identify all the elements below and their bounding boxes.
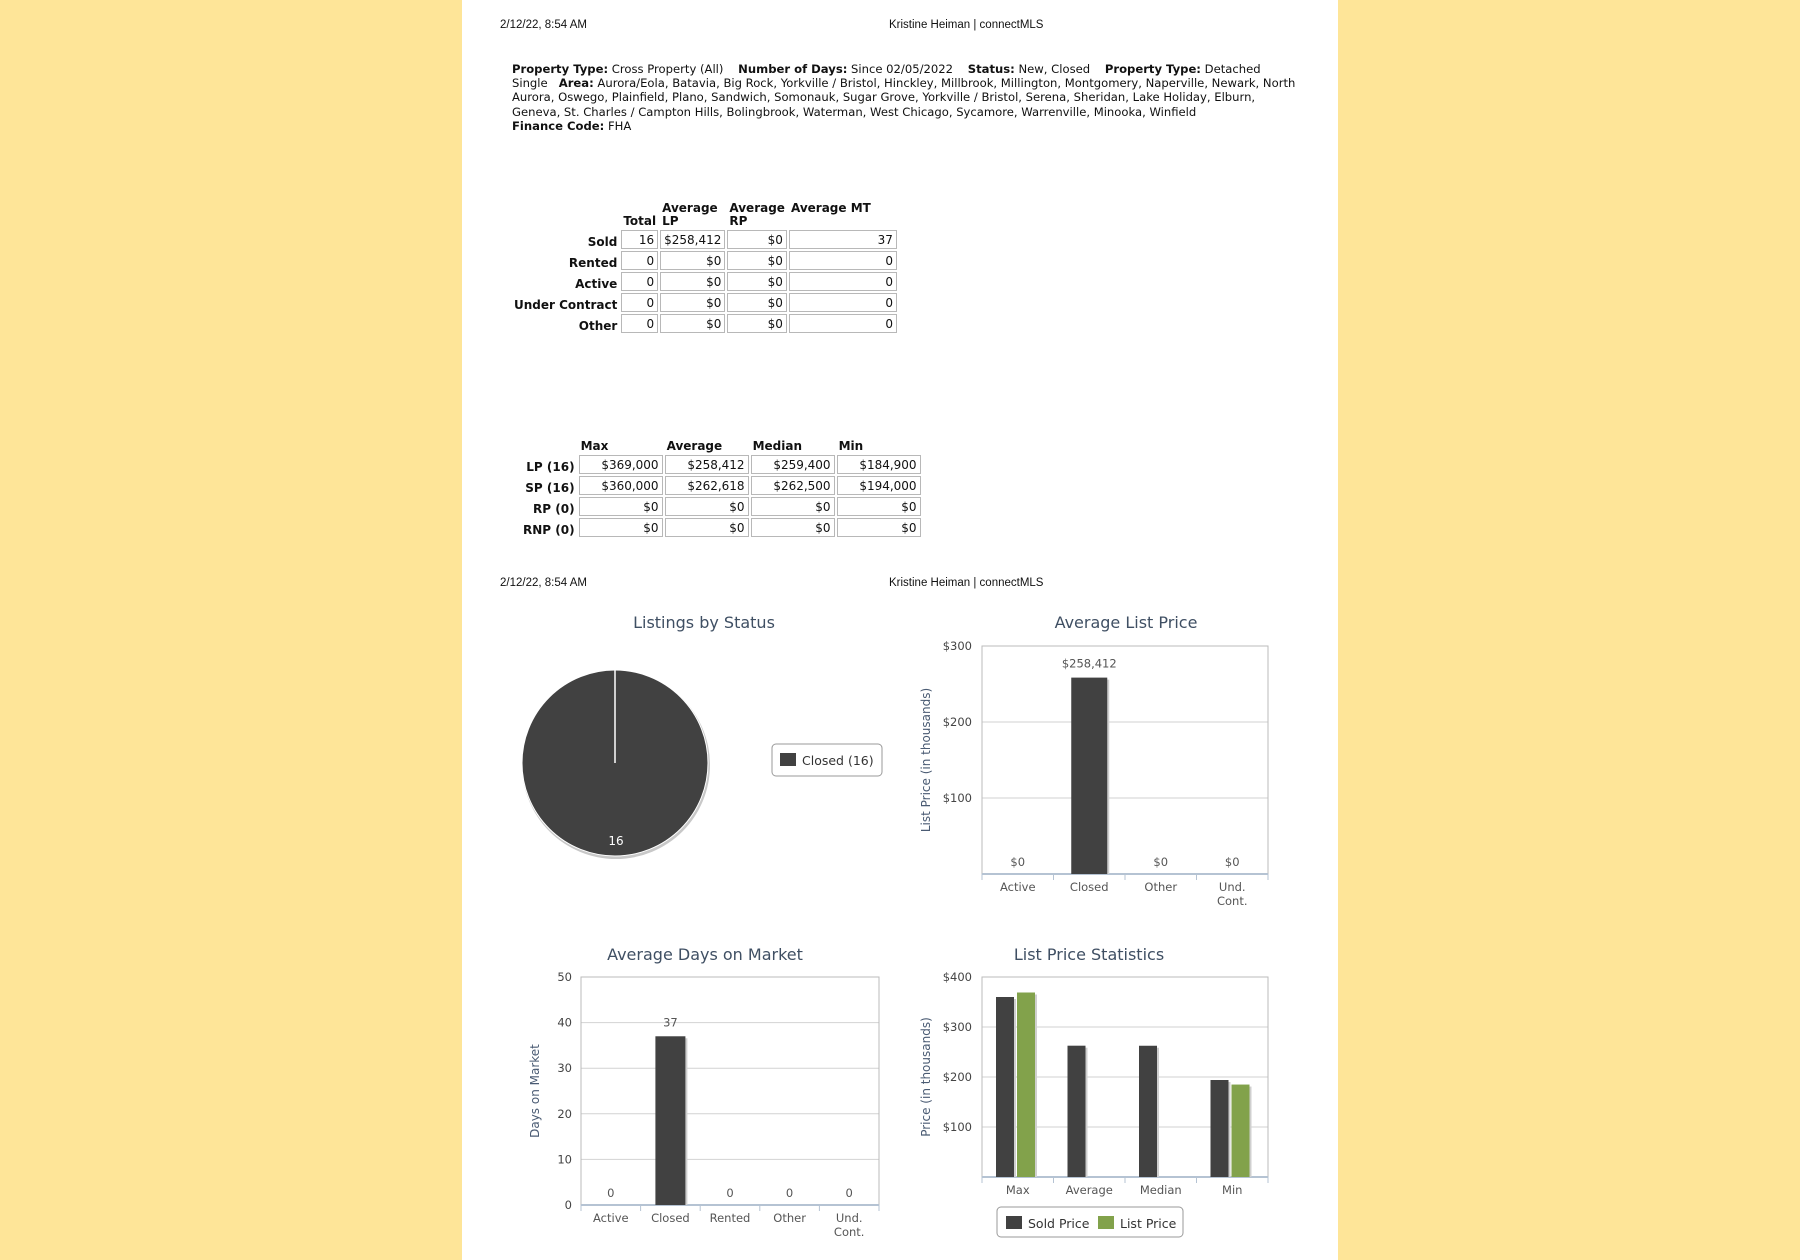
- print-title: Kristine Heiman | connectMLS: [889, 19, 1044, 31]
- print-date: 2/12/22, 8:54 AM: [500, 19, 587, 31]
- price-summary-table: [519, 438, 923, 539]
- row-label: Sold: [587, 235, 618, 249]
- data-label: $0: [1010, 855, 1026, 869]
- column-header: Max: [580, 439, 609, 453]
- table-cell: $258,412: [660, 230, 725, 249]
- table-cell: 0: [789, 314, 897, 333]
- bar: [1139, 1046, 1157, 1177]
- table-cell: $0: [579, 497, 663, 516]
- table-cell: $259,400: [751, 455, 835, 474]
- table-cell: $0: [665, 518, 749, 537]
- data-label: $258,412: [1061, 656, 1117, 671]
- criteria-label: Status:: [967, 62, 1015, 76]
- criteria-value: New, Closed: [1018, 62, 1091, 76]
- criteria-label: Property Type:: [512, 62, 609, 76]
- data-label: 0: [785, 1186, 794, 1200]
- table-cell: $262,500: [751, 476, 835, 495]
- x-tick-label: Closed: [1069, 880, 1109, 894]
- table-cell: $0: [727, 293, 787, 312]
- y-tick-label: $300: [942, 639, 972, 653]
- table-cell: 0: [621, 314, 658, 333]
- legend-swatch: [1006, 1216, 1022, 1229]
- data-label: 37: [663, 1015, 678, 1030]
- criteria-value: Since 02/05/2022: [851, 62, 953, 76]
- table-cell: $0: [665, 497, 749, 516]
- x-tick-label: Rented: [709, 1211, 751, 1225]
- x-tick-label: Closed: [651, 1211, 690, 1225]
- y-tick-label: $400: [942, 970, 972, 984]
- column-header: Median: [752, 439, 803, 453]
- table-cell: $0: [727, 251, 787, 270]
- y-tick-label: 10: [557, 1152, 572, 1167]
- table-cell: 37: [789, 230, 897, 249]
- bar: [1017, 993, 1035, 1178]
- criteria-label: Finance Code:: [512, 118, 605, 133]
- table-cell: $0: [660, 293, 725, 312]
- x-tick-label: Max: [1005, 1183, 1030, 1197]
- table-cell: $262,618: [665, 476, 749, 495]
- y-tick-label: $100: [942, 1120, 972, 1134]
- y-tick-label: $300: [942, 1020, 972, 1034]
- table-row: [512, 251, 897, 270]
- y-tick-label: 40: [557, 1015, 572, 1030]
- legend-swatch: [780, 753, 796, 766]
- table-cell: $0: [837, 518, 921, 537]
- criteria-value: Detached Single: [512, 62, 1261, 91]
- y-tick-label: 50: [557, 970, 572, 984]
- row-label: RNP (0): [523, 523, 575, 537]
- y-tick-label: $200: [942, 715, 972, 729]
- table-cell: $0: [660, 314, 725, 333]
- column-header: Total: [623, 214, 657, 228]
- data-label: 0: [845, 1186, 853, 1200]
- bar: [1071, 678, 1107, 874]
- data-label: 0: [726, 1186, 734, 1200]
- criteria-value: FHA: [607, 118, 632, 133]
- table-cell: $184,900: [837, 455, 921, 474]
- table-cell: $360,000: [579, 476, 663, 495]
- x-tick-label: Cont.: [1216, 894, 1248, 908]
- data-label: 0: [607, 1186, 615, 1200]
- criteria-value: Aurora/Eola, Batavia, Big Rock, Yorkville / Bristol, Hinckley, Millbrook, Millington, Montgomery, Naperville, Newark, North Aurora, Oswego, Plainfield, Plano, Sandwich, Somonauk, Sugar Grove, Yorkville / Bristol, Serena, Sheridan, Lake Holiday, Elburn, Geneva, St. Charles / Campton Hills, Bolingbrook, Waterman, West Chicago, Sycamore, Warrenville, Minooka, Winfield: [512, 76, 1296, 119]
- table-cell: $369,000: [579, 455, 663, 474]
- table-cell: $0: [660, 251, 725, 270]
- legend-label: Sold Price: [1028, 1216, 1090, 1231]
- table-row: [512, 272, 897, 291]
- table-cell: 16: [621, 230, 658, 249]
- y-tick-label: 20: [557, 1106, 572, 1121]
- y-axis-label: Days on Market: [528, 1044, 542, 1138]
- column-header: Min: [838, 439, 864, 453]
- x-tick-label: Average: [1065, 1183, 1113, 1197]
- criteria-label: Property Type:: [1104, 62, 1201, 76]
- y-tick-label: 30: [557, 1061, 572, 1076]
- row-label: LP (16): [526, 460, 575, 474]
- data-label: $0: [1153, 855, 1169, 869]
- x-tick-label: Other: [1144, 880, 1178, 894]
- bar: [1211, 1080, 1229, 1177]
- y-tick-label: $200: [942, 1070, 972, 1084]
- row-label: Under Contract: [514, 298, 618, 312]
- x-tick-label: Other: [773, 1211, 806, 1225]
- print-date: 2/12/22, 8:54 AM: [500, 577, 587, 589]
- column-header: Average: [666, 439, 723, 453]
- table-row: [521, 455, 921, 474]
- table-cell: $0: [579, 518, 663, 537]
- plot-frame: [982, 646, 1268, 874]
- report-page: [462, 0, 1338, 1260]
- y-axis-label: List Price (in thousands): [919, 687, 933, 833]
- legend-label: Closed (16): [802, 753, 874, 768]
- x-tick-label: Cont.: [833, 1225, 865, 1239]
- table-cell: 0: [621, 272, 658, 291]
- chart-title: Average Days on Market: [607, 945, 803, 964]
- row-label: SP (16): [525, 481, 575, 495]
- x-tick-label: Active: [593, 1211, 629, 1225]
- search-criteria: [512, 62, 1302, 133]
- table-cell: $0: [727, 314, 787, 333]
- bar: [1232, 1085, 1250, 1177]
- table-cell: $0: [727, 230, 787, 249]
- column-header: Average MT: [790, 201, 871, 215]
- table-cell: $0: [660, 272, 725, 291]
- bar: [996, 997, 1014, 1177]
- table-cell: 0: [621, 251, 658, 270]
- status-summary-table: [510, 200, 899, 335]
- column-header: Average LP: [662, 201, 718, 228]
- table-cell: $0: [837, 497, 921, 516]
- column-header: Average RP: [729, 201, 785, 228]
- charts-area: [462, 580, 1338, 1260]
- table-row: [521, 497, 921, 516]
- table-cell: $258,412: [665, 455, 749, 474]
- data-label: $0: [1224, 855, 1240, 869]
- table-cell: $0: [751, 497, 835, 516]
- table-row: [512, 293, 897, 312]
- row-label: Other: [578, 319, 618, 333]
- row-label: Active: [575, 277, 618, 291]
- y-axis-label: Price (in thousands): [919, 1017, 933, 1137]
- x-tick-label: Median: [1139, 1183, 1182, 1197]
- table-row: [512, 314, 897, 333]
- table-row: [521, 518, 921, 537]
- row-label: RP (0): [533, 502, 575, 516]
- criteria-value: Cross Property (All): [611, 62, 724, 76]
- legend-label: List Price: [1120, 1216, 1177, 1231]
- x-tick-label: Active: [999, 880, 1036, 894]
- x-tick-label: Und.: [1218, 880, 1246, 894]
- legend-swatch: [1098, 1216, 1114, 1229]
- table-cell: 0: [789, 251, 897, 270]
- chart-title: List Price Statistics: [1013, 945, 1165, 964]
- pie-data-label: 16: [608, 834, 624, 848]
- table-cell: $194,000: [837, 476, 921, 495]
- table-row: [512, 230, 897, 249]
- y-tick-label: 0: [564, 1198, 572, 1212]
- table-cell: $0: [727, 272, 787, 291]
- table-cell: 0: [789, 293, 897, 312]
- table-row: [521, 476, 921, 495]
- y-tick-label: $100: [942, 791, 972, 805]
- x-tick-label: Min: [1222, 1183, 1243, 1197]
- criteria-label: Area:: [558, 76, 594, 91]
- plot-frame: [581, 977, 879, 1205]
- bar: [1068, 1046, 1086, 1177]
- print-title: Kristine Heiman | connectMLS: [889, 577, 1044, 589]
- table-cell: 0: [621, 293, 658, 312]
- row-label: Rented: [568, 256, 618, 270]
- table-cell: $0: [751, 518, 835, 537]
- x-tick-label: Und.: [835, 1211, 863, 1225]
- table-cell: 0: [789, 272, 897, 291]
- chart-title: Listings by Status: [633, 613, 775, 632]
- chart-title: Average List Price: [1054, 613, 1198, 632]
- bar: [655, 1036, 685, 1205]
- criteria-label: Number of Days:: [738, 62, 848, 76]
